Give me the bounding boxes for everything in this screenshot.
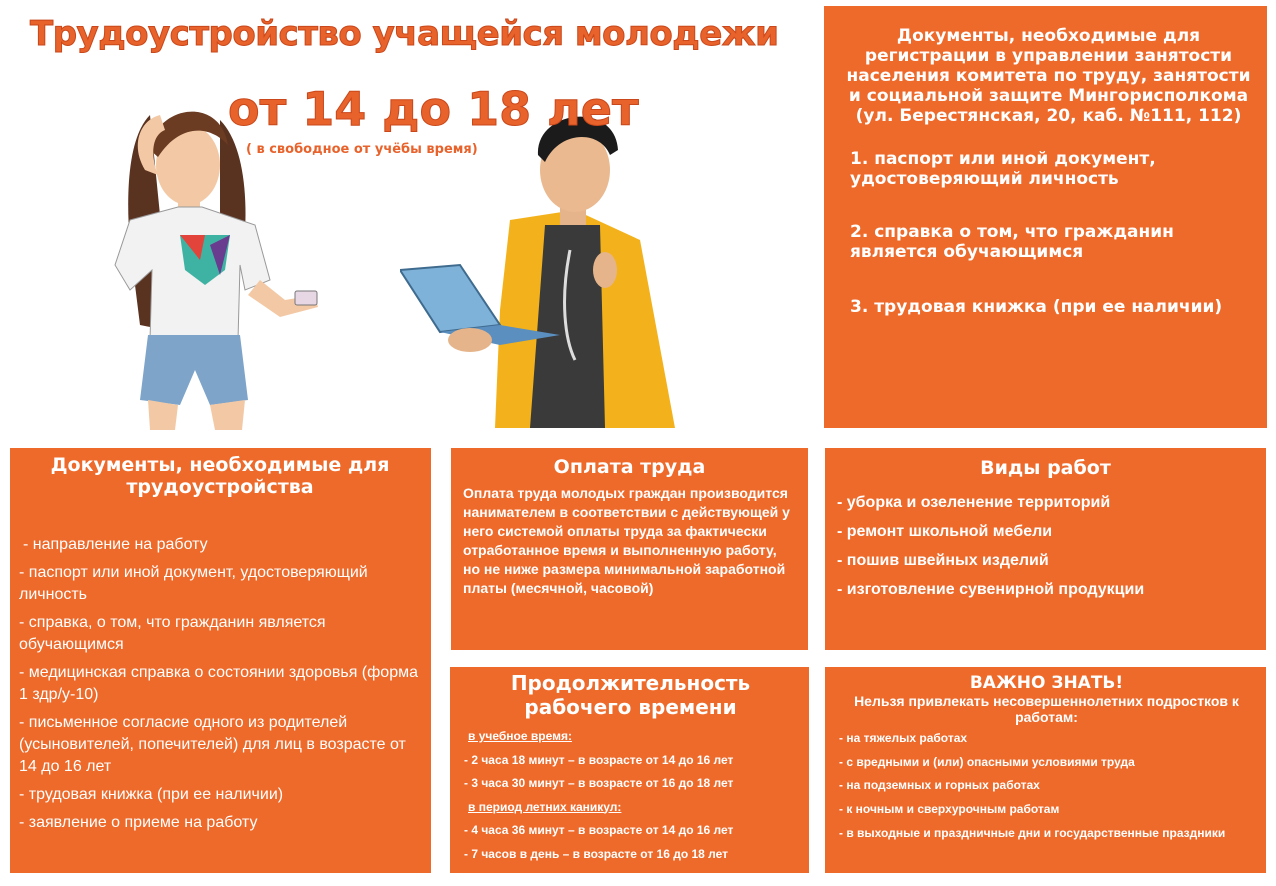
summer-period-label: в период летних каникул: — [468, 799, 622, 814]
restriction-item: - в выходные и праздничные дни и государственные праздники — [839, 826, 1226, 840]
work-type-item: - ремонт школьной мебели — [837, 523, 1053, 540]
employment-doc-item: - медицинская справка о состоянии здоровья (форма 1 здр/у-10) — [19, 664, 418, 703]
important-title: ВАЖНО ЗНАТЬ! — [969, 673, 1124, 693]
age-range: от 14 до 18 лет — [228, 82, 639, 136]
work-type-item: - изготовление сувенирной продукции — [837, 581, 1145, 598]
restriction-item: - к ночным и сверхурочным работам — [839, 801, 1060, 816]
school-period-label: в учебное время: — [468, 729, 572, 743]
restriction-item: - с вредными и (или) опасными условиями труда — [839, 754, 1135, 769]
registration-docs-panel — [824, 6, 1267, 428]
registration-doc-item: 1. паспорт или иной документ, удостоверяющий личность — [850, 149, 1156, 189]
registration-docs-title: Документы, необходимые для регистрации в управлении занятости населения комитета по труду, занятости и социальной защите Мингорисполкома (ул. Берестянская, 20, каб. №111, 112) — [846, 26, 1251, 126]
registration-doc-item: 3. трудовая книжка (при ее наличии) — [850, 297, 1223, 317]
payment-title: Оплата труда — [553, 456, 706, 478]
payment-text: Оплата труда молодых граждан производится нанимателем в соответствии с действующей у него системой оплаты труда за фактически отработанное время и выполненную работу, но не ниже размера минимальной заработной платы (месячной, часовой) — [463, 485, 790, 596]
work-time-item: - 3 часа 30 минут – в возрасте от 16 до 18 лет — [464, 776, 734, 790]
work-time-item: - 7 часов в день – в возрасте от 16 до 18 лет — [464, 846, 729, 861]
employment-doc-item: - заявление о приеме на работу — [19, 814, 258, 831]
employment-doc-item: - письменное согласие одного из родителей (усыновителей, попечителей) для лиц в возрасте от 14 до 16 лет — [19, 714, 406, 775]
work-time-panel — [450, 667, 809, 873]
employment-doc-item: - трудовая книжка (при ее наличии) — [19, 786, 284, 803]
employment-docs-panel — [10, 448, 431, 873]
work-type-item: - пошив швейных изделий — [837, 552, 1049, 569]
important-subtitle: Нельзя привлекать несовершеннолетних подростков к работам: — [854, 693, 1239, 725]
work-types-panel — [825, 448, 1266, 650]
work-time-title: Продолжительность рабочего времени — [510, 671, 751, 719]
work-type-item: - уборка и озеленение территорий — [837, 494, 1111, 511]
payment-panel — [451, 448, 808, 650]
work-time-item: - 2 часа 18 минут – в возрасте от 14 до 16 лет — [464, 752, 734, 767]
registration-doc-item: 2. справка о том, что гражданин является обучающимся — [850, 222, 1174, 262]
employment-doc-item: - паспорт или иной документ, удостоверяющий личность — [19, 564, 368, 603]
important-panel — [825, 667, 1266, 873]
restriction-item: - на подземных и горных работах — [839, 778, 1040, 792]
employment-docs-title: Документы, необходимые для трудоустройства — [50, 454, 390, 498]
work-types-title: Виды работ — [980, 457, 1111, 479]
restriction-item: - на тяжелых работах — [839, 731, 968, 745]
employment-doc-item: - направление на работу — [23, 536, 208, 553]
employment-doc-item: - справка, о том, что гражданин является обучающимся — [19, 614, 326, 653]
page-title: Трудоустройство учащейся молодежи — [30, 14, 779, 54]
age-note: ( в свободное от учёбы время) — [246, 142, 478, 157]
work-time-item: - 4 часа 36 минут – в возрасте от 14 до 16 лет — [464, 823, 734, 837]
